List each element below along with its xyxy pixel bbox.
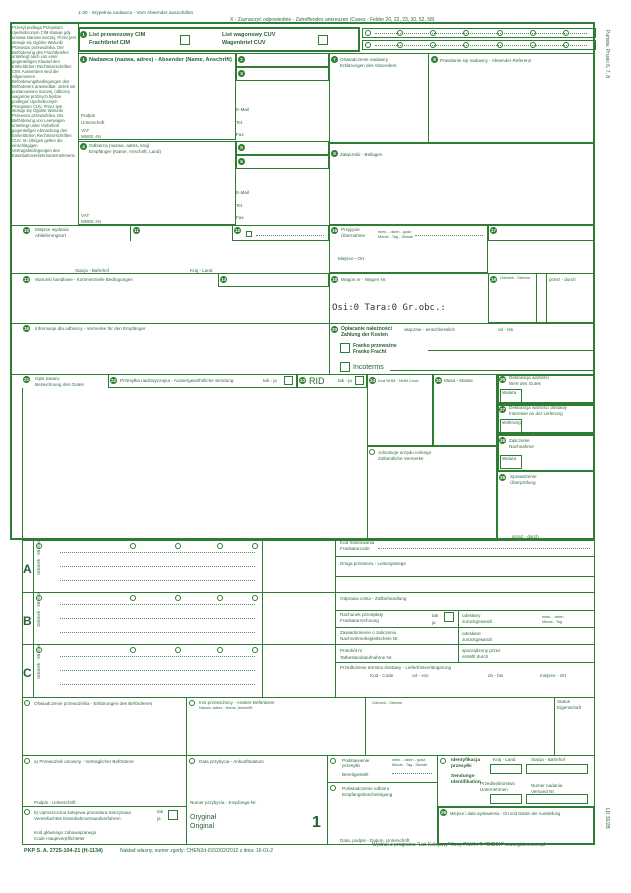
dotted-entry-line <box>60 566 255 567</box>
rule-line <box>335 540 336 697</box>
field-number-badge: 6 <box>238 158 245 165</box>
footer-form-code: PKP S. A. 2725-104-21 (H-1134) <box>24 848 103 854</box>
field-number-badge: 11 <box>134 228 139 233</box>
report-checked-de: erstellt durch <box>462 654 489 659</box>
field-6-box <box>236 155 329 169</box>
small-circle <box>330 785 336 791</box>
rule-line <box>186 755 187 845</box>
field-7-label-de: Erklärungen des Absenders <box>340 63 397 68</box>
dotted-entry-line <box>60 684 255 685</box>
field-number-badge: 25 <box>435 378 442 383</box>
dotted-entry-line <box>60 632 255 633</box>
extension-place: miejsce - Ort <box>540 673 567 678</box>
dotted-entry-line <box>60 604 255 605</box>
sender-fax-label: Fax <box>236 132 244 137</box>
field-number-badge: 17 <box>490 228 497 233</box>
code-circle <box>365 30 371 36</box>
small-circle <box>24 809 30 815</box>
rule-line <box>22 540 595 541</box>
form-cell <box>526 764 588 774</box>
identification-number: Numer nadania <box>531 783 563 788</box>
franco-code-label: Kod frankowania <box>340 540 375 545</box>
original-label-de: Original <box>190 823 215 830</box>
field-18-label: Wagon nr - Wagen Nr. <box>341 277 387 282</box>
field-number-badge: 22 <box>110 378 117 383</box>
transit-label-de: Vereinfachtes Eisenbahnversandverfahren <box>34 816 121 821</box>
field-29-label: Sprawdzenie <box>510 474 537 479</box>
rule-line <box>335 662 595 663</box>
copy-number: 1 <box>312 814 321 831</box>
provision-date: mies. - dzień - godz. <box>392 758 427 762</box>
small-circle <box>217 647 223 653</box>
small-circle <box>175 647 181 653</box>
dotted-entry-line <box>375 45 587 46</box>
prepaid-yes: tak <box>432 613 439 618</box>
sender-label: Nadawca (nazwa, adres) - Absender (Name, Anschrift) <box>89 57 232 63</box>
incoterms-checkbox[interactable] <box>340 362 350 372</box>
rule-line <box>33 540 34 697</box>
field-number-badge: 1 <box>80 56 87 63</box>
contractual-carrier-label: a) Przewoźnik umowny - Vertraglicher Beförderer <box>34 759 135 764</box>
customs-label-de: Zollamtliche Vermerke <box>378 456 424 461</box>
transit-code: Kod głównego zobowiązanego <box>34 830 97 835</box>
transit-code-de: Code Hauptverpflichteter <box>34 836 85 841</box>
customs-handling-label: Odprawa celna - Zollbehandlung <box>340 596 407 601</box>
identification-label-de: Sendungs-Identifikation <box>451 774 481 785</box>
route-label: Droga przewozu - Leitungswege <box>340 561 406 566</box>
field-20-label-de: Zahlung der Kosten <box>341 332 388 338</box>
incoterms-label: Incoterms <box>353 364 384 371</box>
transit-yes: tak <box>157 809 164 814</box>
form-cell <box>526 794 588 804</box>
prepaid-date-de: Monat - Tag <box>542 620 562 624</box>
dotted-entry-line <box>60 552 255 553</box>
rid-label: RID <box>309 376 325 386</box>
field-24-label: Kod NHM - NHM Code <box>378 378 419 383</box>
cim-checkbox[interactable] <box>180 35 190 45</box>
rule-line <box>536 273 537 323</box>
consignee-vat-label-de: MWSt.-Nr <box>81 219 102 224</box>
transit-checkbox[interactable] <box>168 810 178 820</box>
cod-sent-de: zurückgesandt <box>462 637 492 642</box>
consignee-tel-label: Tel. <box>236 203 244 208</box>
rule-line <box>130 225 131 241</box>
field-20-label: Opłacanie należności <box>341 326 392 332</box>
extension-label: Przedłużenie terminu dostawy - Lieferfristverlängerung <box>340 665 452 670</box>
dotted-entry-line <box>60 656 255 657</box>
field-number-badge: 27 <box>499 407 506 412</box>
rule-line <box>335 610 595 611</box>
rule-line <box>22 697 595 698</box>
rule-line <box>186 697 187 755</box>
arrival-date-label: Data przybycia - Ankunftsdatum <box>199 759 264 764</box>
small-circle <box>36 595 42 601</box>
dotted-entry-line <box>60 618 255 619</box>
identification-station: Stacja - Bahnhof <box>531 757 565 762</box>
section-c-strecke: Odcinek - Strecke <box>36 644 41 679</box>
field-23-yes: tak - ja <box>338 378 352 383</box>
rule-line <box>22 592 595 593</box>
field-24-box <box>367 374 433 446</box>
field-13-label: Warunki handlowe - Kommerzielle Bedingungen <box>35 277 133 282</box>
place-date-label: Miejsce i data wystawienia - Ort und Datum der Ausstellung <box>450 811 561 816</box>
field-7-label: Oświadczenie nadawcy <box>340 57 389 62</box>
field-16-date-de: Monat - Tag - Stunde <box>378 235 414 239</box>
small-circle <box>175 543 181 549</box>
rule-line <box>262 540 263 697</box>
wagon-tare-value: Osi:0 Tara:0 Gr.obc.: <box>332 303 446 313</box>
field-27-label: Deklaracja wartości dostawy <box>509 405 567 410</box>
rule-line <box>10 323 595 324</box>
small-circle <box>24 758 30 764</box>
dotted-entry-line <box>375 33 587 34</box>
form-cell <box>490 794 522 804</box>
contractual-carrier-sign: Podpis - Unterschrift <box>34 800 76 805</box>
consignee-email-label: E-Mail <box>236 190 250 195</box>
side-legal-note: Przesył podlega Przepisom Ujednoliconym CIM stosuje gdy umowa stanowi inaczej. Przez jest stosuje się Ogólne Warunki Przewozu przewoźnika. Der Beförderung des Frachtbriefes unterliegt auch von einer gegenteiligen Klausel den Einheitlichen Rechtsvorschriften CIM. Ausserdem sind die Allgemeinen Beförderungsbedingungen des Beförderers anwendbar. Jeżeli nie postanowiono inaczej, odbiorcy wagonów próżnych będzie podlegać Ujednoliconym Przepisom CUV. Przez tym stosuje się Ogólne Warunki Przewozu przewoźnika. Die Beförderung von Leerwagen unterliegt unter Vorbehalt gegenteiliger Abmachung den Einheitlichen Rechtsvorschriften CUV. Im Übrigen gelten die einschlägigen Vertragsbedingungen des Eisenbahnverkehrsunternehmens. <box>12 25 76 158</box>
field-21-label: Opis towaru <box>35 376 60 381</box>
field-10-label: Miejsce wydania <box>35 227 69 232</box>
field-3-box <box>236 67 329 81</box>
rule-line <box>22 806 187 807</box>
original-label-pl: Oryginał <box>190 814 217 821</box>
sender-email-label: E-Mail <box>236 107 250 112</box>
franco-checkbox[interactable] <box>340 343 350 353</box>
consignee-fax-label: Fax <box>236 215 244 220</box>
field-number-badge: 18 <box>331 277 338 282</box>
field-8-label: Powołanie się nadawcy - Absender Referenz <box>440 58 532 63</box>
header-copy-note: 1-30 - Wypełnia nadawca - Vom Absender auszufüllen <box>78 11 194 16</box>
field-28-label: Zaliczenie <box>509 438 530 443</box>
dotted-entry-line <box>60 580 255 581</box>
arrival-number-label: Numer przybycia - Empfangs-Nr. <box>190 800 257 805</box>
field-14-box <box>218 273 329 287</box>
small-circle <box>189 700 195 706</box>
rule-line <box>329 323 330 374</box>
small-circle <box>440 758 446 764</box>
rule-line <box>327 782 437 783</box>
field-26-label: Deklaracja wartości <box>509 375 549 380</box>
footer-approval: Nakład własny, numer zgody: CHEN2d-0152/02/2012 z dnia: 16-01-2 <box>120 848 274 854</box>
field-9-label: Załączniki - Beilagen <box>340 152 383 157</box>
franco-label: Franko przewoźne <box>353 343 397 349</box>
small-circle <box>330 758 336 764</box>
field-28-label-de: Nachnahme <box>509 444 534 449</box>
prepaid-date: mies. - dzień <box>542 615 564 619</box>
small-circle <box>130 647 136 653</box>
report-label: Protokół nr <box>340 648 363 653</box>
rule-line <box>390 370 593 371</box>
dotted-entry-line <box>378 548 590 549</box>
carrier-declaration-label: Oświadczenie przewoźnika - Erklärungen des Beförderers <box>34 701 153 706</box>
rule-line <box>335 627 595 628</box>
identification-company: Przedsiębiorstwo <box>480 781 515 786</box>
rule-line <box>22 388 23 540</box>
field-16-label: Przyjęcie <box>341 227 360 232</box>
field-number-badge: 21 <box>23 377 30 382</box>
field-29-label-de: Überprüfung <box>510 480 536 485</box>
cuv-label-pl: List wagonowy CUV <box>222 32 276 38</box>
small-circle <box>217 595 223 601</box>
right-edge-top-text: Państw. Pruski 6, 7, 8 <box>604 30 610 79</box>
small-circle <box>252 595 258 601</box>
field-number-badge: 1 <box>80 31 87 38</box>
checkbox[interactable] <box>246 231 252 237</box>
field-number-badge: 15 <box>23 326 30 331</box>
field-25-label: Masa - Masse <box>444 378 473 383</box>
currency-label: Waluta <box>502 390 517 395</box>
currency-label: Waluta <box>502 456 517 461</box>
prepaid-label-de: Frankaturrechnung <box>340 618 379 623</box>
field-number-badge: 9 <box>331 150 338 157</box>
sender-sign-label-de: Unterschrift <box>81 120 105 125</box>
field-number-badge: 26 <box>499 377 506 382</box>
field-16-label-de: Übernahme <box>341 233 366 238</box>
sender-sign-label: Podpis <box>81 113 96 118</box>
field-2-box <box>236 53 329 67</box>
dotted-entry-line <box>392 773 432 774</box>
field-number-badge: 29 <box>499 475 506 480</box>
rule-line <box>365 697 366 755</box>
section-c-label: C <box>23 666 32 680</box>
field-10-country: Kraj - Land <box>190 268 213 273</box>
rule-line <box>546 273 547 323</box>
transit-ja: ja <box>157 816 161 821</box>
section-a-strecke: Odcinek - Strecke <box>36 540 41 575</box>
small-circle <box>175 595 181 601</box>
provision-date-de: Monat - Tag - Stunde <box>392 763 428 767</box>
transit-label: b) Uproszczona kolejowa procedura tranzytowa <box>34 810 131 815</box>
identification-number-de: Versand Nr. <box>531 789 556 794</box>
receipt-label: Poświadczenie odbioru <box>342 786 390 791</box>
dotted-entry-line <box>60 670 255 671</box>
small-circle <box>36 543 42 549</box>
sender-vat-label: VAT <box>81 128 90 133</box>
other-carriers-label: Inni przewoźnicy - Andere Beförderer <box>199 700 275 705</box>
field-25-box <box>433 374 497 446</box>
other-carriers-sub: Nazwa, adres - Name, Anschrift <box>199 706 253 710</box>
sender-vat-label-de: MWSt.-Nr <box>81 134 102 139</box>
identification-company-de: Unternehmen <box>480 787 508 792</box>
prepaid-label: Rachunek przedpłaty <box>340 612 384 617</box>
field-16-place: Miejsce - Ort <box>338 256 365 261</box>
field-26-label-de: Wert des Gutes <box>509 381 541 386</box>
field-number-badge: 8 <box>431 56 438 63</box>
customs-label: Adnotacje urzędu celnego <box>378 450 432 455</box>
rule-line <box>428 350 593 351</box>
field-10-label-de: Ablieferungsort <box>35 233 66 238</box>
sender-tel-label: Tel. <box>236 120 244 125</box>
field-number-badge: 12 <box>234 228 241 233</box>
cod-label: Zawiadomienie o zaliczeniu <box>340 630 397 635</box>
small-circle <box>130 595 136 601</box>
rule-line <box>554 697 555 755</box>
field-23-checkbox[interactable] <box>355 376 364 385</box>
rule-line <box>497 472 498 540</box>
field-16-date: mies. - dzień - godz. <box>378 230 413 234</box>
field-number-badge: 3 <box>238 70 245 77</box>
field-19-via: przez - durch <box>549 277 576 282</box>
field-10-station: Stacja - Bahnhof <box>75 268 109 273</box>
rule-line <box>458 610 459 662</box>
field-20-incl: włącznie - einschliesslich <box>404 327 456 332</box>
dotted-entry-line <box>256 235 324 236</box>
small-circle <box>252 647 258 653</box>
rule-line <box>335 556 595 557</box>
franco-code-label-de: Frankaturcode <box>340 546 370 551</box>
other-carriers-section: Odcinek - Strecke <box>372 701 403 705</box>
code-circle <box>365 42 371 48</box>
cim-label-pl: List przewozowy CIM <box>89 32 146 38</box>
field-19-section: Odcinek - Strecke <box>500 276 531 280</box>
report-checked: sporządzony przez <box>462 648 501 653</box>
other-carriers-status: Status <box>557 699 571 704</box>
field-number-badge: 14 <box>220 277 227 282</box>
receipt-label-de: Empfangsbescheinigung <box>342 792 393 797</box>
rule-line <box>428 53 429 143</box>
field-number-badge: 16 <box>331 228 338 233</box>
consignee-label: Odbiorca (nazwa, adres, kraj) <box>89 143 150 148</box>
tariff-via: przez - durch <box>512 534 539 539</box>
cuv-label-de: Wagenbrief CUV <box>222 40 266 46</box>
field-number-badge: 23 <box>299 378 306 383</box>
field-number-badge: 7 <box>331 56 338 63</box>
cod-label-de: Nachnahmebegleitschein Nr. <box>340 636 399 641</box>
extension-to: do - bis <box>488 673 504 678</box>
small-circle <box>369 449 375 455</box>
field-20-from-to: od - bis <box>498 327 514 332</box>
identification-country: Kraj - Land <box>493 757 516 762</box>
field-number-badge: 10 <box>23 228 30 233</box>
receipt-date-sign: Data, podpis - Datum, Unterschrift <box>340 838 410 843</box>
field-number-badge: 2 <box>238 56 245 63</box>
consignee-vat-label: VAT <box>81 213 90 218</box>
field-22-yes: tak - ja <box>263 378 277 383</box>
field-17-box <box>488 225 595 241</box>
field-number-badge: 13 <box>23 277 30 282</box>
identification-label: Identyfikacja przesyłki <box>451 758 481 769</box>
header-mark-note: X - Zaznaczyć odpowiednie - Zutreffendes ankreuzen (Cases - Felder 20, 22, 23, 30, 52, 58) <box>230 17 435 23</box>
rule-line <box>437 755 438 807</box>
field-27-label-de: Interesse an der Lieferung <box>509 411 563 416</box>
form-cell <box>490 764 522 774</box>
prepaid-sent-de: zurückgesandt <box>462 619 492 624</box>
sender-box <box>78 53 236 140</box>
field-number-badge: 24 <box>369 378 376 383</box>
currency-label: Währung <box>502 420 521 425</box>
cim-label-de: Frachtbrief CIM <box>89 40 131 46</box>
rule-line <box>327 755 328 845</box>
field-number-badge: 5 <box>238 144 245 151</box>
small-circle <box>130 543 136 549</box>
provision-label: Podstawienie przesyłki <box>342 758 370 769</box>
extension-from: od - von <box>412 673 429 678</box>
small-circle <box>36 647 42 653</box>
field-number-badge: 28 <box>499 438 506 443</box>
field-number-badge: 19 <box>490 277 497 282</box>
dotted-entry-line <box>415 235 483 236</box>
rule-line <box>22 644 595 645</box>
extension-code: Kod - Code <box>370 673 394 678</box>
field-5-box <box>236 141 329 155</box>
small-circle <box>24 700 30 706</box>
small-circle <box>217 543 223 549</box>
field-21-label-de: Bezeichnung des Gutes <box>35 382 84 387</box>
small-circle <box>252 543 258 549</box>
prepaid-ja: ja <box>432 620 436 625</box>
provision-label-de: Bereitgestellt <box>342 772 369 777</box>
section-b-strecke: Odcinek - Strecke <box>36 592 41 627</box>
right-edge-bottom-text: LD 30/2B <box>604 808 610 829</box>
franco-label-de: Franko Fracht <box>353 349 387 355</box>
consignee-label-de: Empfänger (Name, Anschrift, Land) <box>89 149 162 154</box>
cod-sent: odesłane <box>462 631 481 636</box>
field-22-checkbox[interactable] <box>284 376 293 385</box>
prepaid-sent: odesłany <box>462 613 481 618</box>
footer-software: Wydruk z programu "List Kolejowy" firmy P.U.K i T. "GIDEX" www.gidex.com.pl <box>372 842 546 848</box>
cuv-checkbox[interactable] <box>318 35 328 45</box>
rule-line <box>335 576 595 577</box>
field-15-label: Informacje dla odbiorcy - Vermerke für den Empfänger <box>35 326 146 331</box>
field-number-badge: 20 <box>331 327 338 332</box>
report-label-de: Tatbestandsaufnahme Nr. <box>340 655 393 660</box>
other-carriers-status-de: Eigenschaft <box>557 705 582 710</box>
field-number-badge: 29 <box>440 810 447 815</box>
prepaid-checkbox[interactable] <box>444 612 454 622</box>
small-circle <box>189 758 195 764</box>
field-22-label: Przesyłka nadzwyczajna - Aussergewöhnliche Sendung <box>120 378 234 383</box>
section-a-label: A <box>23 562 32 576</box>
field-number-badge: 4 <box>80 143 87 150</box>
section-b-label: B <box>23 614 32 628</box>
rule-line <box>22 755 595 756</box>
rule-line <box>329 273 330 323</box>
